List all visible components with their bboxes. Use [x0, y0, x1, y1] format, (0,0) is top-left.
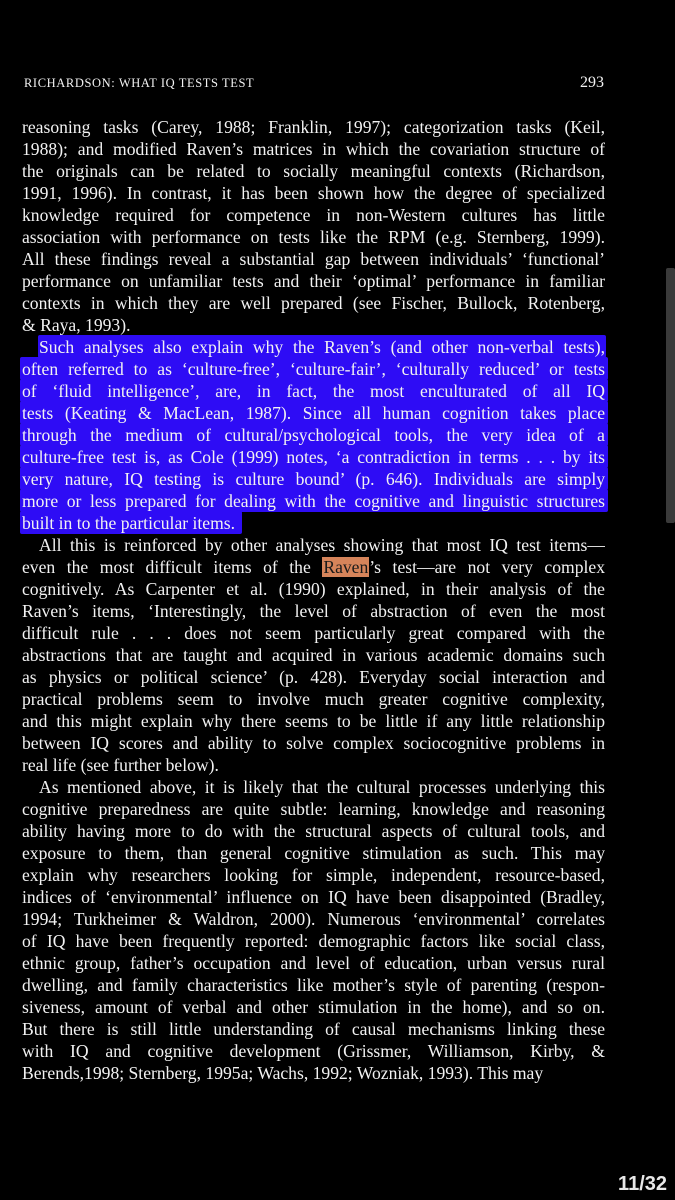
page-number: 293 [580, 74, 604, 91]
text-line[interactable]: the originals can be related to socially meaningful contexts (Richardson, [22, 161, 605, 181]
text-line[interactable]: ethnic group, father’s occupation and level of education, urban versus rural [22, 953, 605, 973]
text-line[interactable]: indices of ‘environmental’ influence on IQ have been disappointed (Bradley, [22, 887, 605, 907]
text-line[interactable]: siveness, amount of verbal and other stimulation in the home), and so on. [22, 997, 605, 1017]
text-line[interactable]: Such analyses also explain why the Raven’s (and other non-verbal tests), [39, 337, 605, 357]
text-line[interactable]: All this is reinforced by other analyses showing that most IQ test items— [39, 535, 605, 555]
text-line[interactable]: between IQ scores and ability to solve complex sociocognitive problems in [22, 733, 605, 753]
text-line[interactable]: as physics or political science’ (p. 428). Everyday social interaction and [22, 667, 605, 687]
scrollbar-thumb[interactable] [666, 268, 675, 523]
text-line[interactable]: cognitive preparedness are quite subtle: learning, knowledge and reasoning [22, 799, 605, 819]
text-line[interactable]: through the medium of cultural/psychological tools, the very idea of a [22, 425, 605, 445]
text-line[interactable]: and this might explain why there seems to be little if any little relationship [22, 711, 605, 731]
text-line[interactable]: reasoning tasks (Carey, 1988; Franklin, 1997); categorization tasks (Keil, [22, 117, 605, 137]
text-line[interactable]: association with performance on tests like the RPM (e.g. Sternberg, 1999). [22, 227, 605, 247]
running-header [24, 74, 604, 94]
text-line[interactable]: difficult rule . . . does not seem particularly great compared with the [22, 623, 605, 643]
page-counter: 11/32 [618, 1173, 667, 1195]
text-line[interactable]: 1988); and modified Raven’s matrices in which the covariation structure of [22, 139, 605, 159]
text-line[interactable]: very nature, IQ testing is culture bound’ (p. 646). Individuals are simply [22, 469, 605, 489]
running-title: RICHARDSON: WHAT IQ TESTS TEST [24, 76, 255, 90]
text-line[interactable]: & Raya, 1993). [22, 315, 131, 335]
text-line[interactable]: cognitively. As Carpenter et al. (1990) explained, in their analysis of the [22, 579, 605, 599]
text-line[interactable]: All these findings reveal a substantial gap between individuals’ ‘functional’ [22, 249, 605, 269]
text-line[interactable]: tests (Keating & MacLean, 1987). Since all human cognition takes place [22, 403, 605, 423]
text-line[interactable]: dwelling, and family characteristics like mother’s style of parenting (respon- [22, 975, 605, 995]
text-line[interactable]: performance on unfamiliar tests and their ‘optimal’ performance in familiar [22, 271, 605, 291]
text-line[interactable]: 1991, 1996). In contrast, it has been shown how the degree of specialized [22, 183, 605, 203]
text-line[interactable]: explain why researchers looking for simple, independent, resource-based, [22, 865, 605, 885]
text-line[interactable]: 1994; Turkheimer & Waldron, 2000). Numerous ‘environmental’ correlates [22, 909, 605, 929]
text-line[interactable]: of IQ have been frequently reported: demographic factors like social class, [22, 931, 605, 951]
text-line[interactable]: built in to the particular items. [22, 513, 236, 533]
text-line[interactable]: of ‘fluid intelligence’, are, in fact, the most enculturated of all IQ [22, 381, 605, 401]
text-line[interactable]: even the most difficult items of the Raven’s test—are not very complex [22, 557, 605, 577]
text-line[interactable]: Berends,1998; Sternberg, 1995a; Wachs, 1992; Wozniak, 1993). This may [22, 1063, 544, 1083]
text-line[interactable]: more or less prepared for dealing with the cognitive and linguistic structures [22, 491, 605, 511]
text-line[interactable]: But there is still little understanding of causal mechanisms linking these [22, 1019, 605, 1039]
text-line[interactable]: practical problems seem to involve much greater cognitive complexity, [22, 689, 605, 709]
text-line[interactable]: knowledge required for competence in non-Western cultures has little [22, 205, 605, 225]
text-line[interactable]: culture-free test is, as Cole (1999) notes, ‘a contradiction in terms . . . by its [22, 447, 605, 467]
text-line[interactable]: often referred to as ‘culture-free’, ‘culture-fair’, ‘culturally reduced’ or tests [22, 359, 605, 379]
text-line[interactable]: ability having more to do with the structural aspects of cultural tools, and [22, 821, 605, 841]
search-match: Raven [323, 557, 369, 577]
text-line[interactable]: abstractions that are taught and acquired in various academic domains such [22, 645, 605, 665]
text-line[interactable]: As mentioned above, it is likely that the cultural processes underlying this [39, 777, 605, 797]
text-line[interactable]: with IQ and cognitive development (Grissmer, Williamson, Kirby, & [22, 1041, 605, 1061]
text-line[interactable]: exposure to them, than general cognitive stimulation as such. This may [22, 843, 605, 863]
text-line[interactable]: Raven’s items, ‘Interestingly, the level of abstraction of even the most [22, 601, 605, 621]
text-line[interactable]: real life (see further below). [22, 755, 219, 775]
text-line[interactable]: contexts in which they are well prepared (see Fischer, Bullock, Rotenberg, [22, 293, 605, 313]
